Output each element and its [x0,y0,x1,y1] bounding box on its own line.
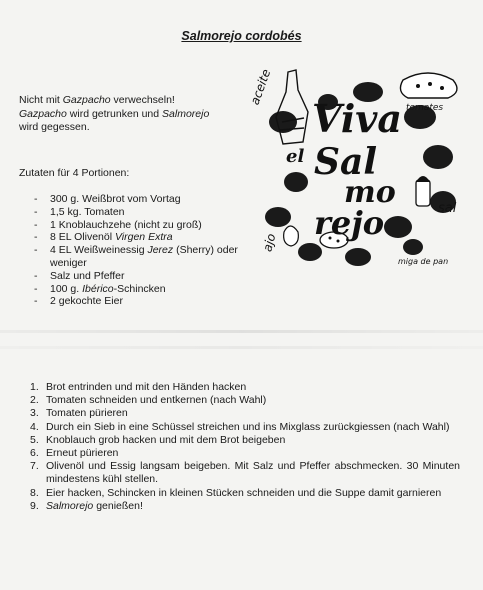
step-item: 1. Brot entrinden und mit den Händen hacken [30,381,247,393]
step-item: 6. Erneut pürieren [30,447,119,460]
recipe-title: Salmorejo cordobés [181,29,302,43]
poster-label-ajo: ajo [260,232,279,254]
oil-bottle [276,70,308,144]
salt-shaker [416,176,430,206]
steps-list [30,381,460,513]
poster-label-sal: sal [438,201,457,216]
intro-text [19,94,254,135]
poster-label-tomates: tomates [406,103,444,113]
ingredient-item: - 4 EL Weißweinessig Jerez (Sherry) oder weniger [34,244,264,270]
garlic [284,226,299,246]
ingredient-item: - Salz und Pfeffer [34,270,264,283]
poster-word-rejo: rejo [314,204,385,242]
step-item: 8. Eier hacken, Schincken in kleinen Stücken schneiden und die Suppe damit garnieren [30,486,442,499]
ingredient-item: - 1,5 kg. Tomaten [34,206,264,219]
step-item: 7. Olivenöl und Essig langsam beigeben. Mit Salz und Pfeffer abschmecken. 30 Minuten mindestens kühl stellen. [30,460,460,486]
ingredient-item: - 1 Knoblauchzehe (nicht zu groß) [34,219,264,232]
step-item: 5. Knoblauch grob hacken und mit dem Brot beigeben [30,433,286,446]
ingredient-item: - 100 g. Ibérico-Schincken [34,283,264,296]
poster-signature: miga de pan [398,257,449,266]
poster-label-aceite: aceite [248,67,274,107]
bread-loaf [400,73,457,98]
poster-word-viva: Viva [312,96,402,141]
scan-shadow [0,330,483,333]
viva-el-salmorejo-illustration [248,62,468,272]
step-item: 2. Tomaten schneiden und entkernen (nach Wahl) [30,394,267,407]
ingredients-list [34,193,264,308]
ingredient-item: - 8 EL Olivenöl Virgen Extra [34,231,264,244]
ingredient-item: - 2 gekochte Eier [34,295,264,308]
poster-word-sal: Sal [314,141,377,183]
ingredient-item: - 300 g. Weißbrot vom Vortag [34,193,264,206]
step-item: 4. Durch ein Sieb in eine Schüssel streichen und ins Mixglass zurückgiessen (nach Wahl) [30,420,450,433]
illustration-svg [248,62,468,272]
ingredients-heading: Zutaten für 4 Portionen: [19,167,130,179]
scan-shadow [0,346,483,349]
step-item: 9. Salmorejo genießen! [30,499,143,512]
poster-word-mo: mo [344,175,396,210]
intro-line-1: Nicht mit Gazpacho verwechseln! [19,94,175,106]
step-item: 3. Tomaten pürieren [30,407,128,420]
poster-word-el: el [286,146,305,167]
intro-line-2: Gazpacho wird getrunken und Salmorejo [19,107,210,120]
intro-line-3: wird gegessen. [19,121,90,133]
